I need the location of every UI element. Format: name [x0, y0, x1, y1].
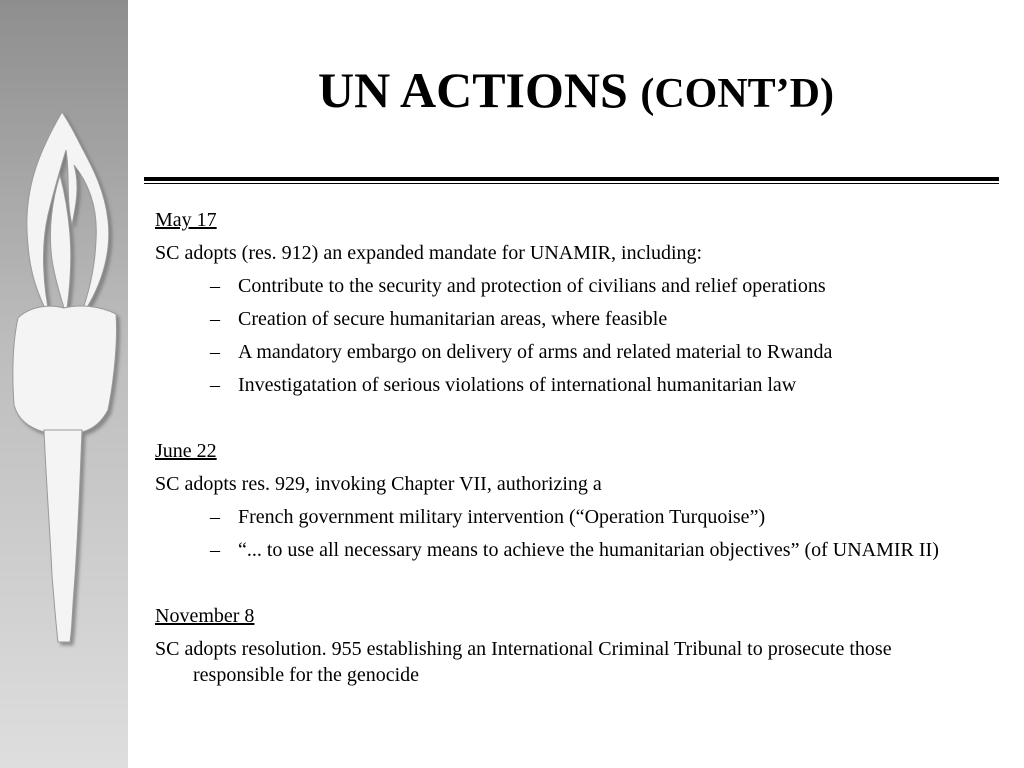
section-november-8: [155, 603, 985, 688]
title-divider-thick: [144, 177, 999, 181]
section-date: May 17: [155, 209, 217, 231]
bullet-text: Creation of secure humanitarian areas, where feasible: [238, 308, 668, 330]
bullet-dash: –: [210, 539, 220, 561]
list-item: [155, 306, 985, 332]
section-date: November 8: [155, 605, 255, 627]
section-text: SC adopts resolution. 955 establishing an International Criminal Tribunal to prosecute those responsible for the genocide: [155, 638, 892, 686]
bullet-text: “... to use all necessary means to achieve the humanitarian objectives” (of UNAMIR II): [238, 539, 939, 561]
page-title: [128, 60, 1024, 124]
bullet-list: [155, 504, 985, 563]
title-suffix: (CONT’D): [640, 71, 834, 117]
slide-body: [155, 207, 985, 695]
sidebar-decor: [0, 0, 128, 768]
section-june-22: [155, 438, 985, 563]
section-spacer: [155, 405, 985, 438]
title-divider-thin: [144, 183, 999, 184]
section-text: SC adopts res. 929, invoking Chapter VII, authorizing a: [155, 473, 602, 495]
list-item: [155, 273, 985, 299]
bullet-text: French government military intervention (“Operation Turquoise”): [238, 506, 766, 528]
bullet-text: Investigatation of serious violations of international humanitarian law: [238, 374, 797, 396]
list-item: [155, 339, 985, 365]
list-item: [155, 537, 985, 563]
section-may-17: [155, 207, 985, 398]
section-text: SC adopts (res. 912) an expanded mandate for UNAMIR, including:: [155, 242, 703, 264]
section-date: June 22: [155, 440, 217, 462]
bullet-text: A mandatory embargo on delivery of arms and related material to Rwanda: [238, 341, 833, 363]
title-main: UN ACTIONS: [318, 62, 628, 118]
bullet-dash: –: [210, 506, 220, 528]
bullet-text: Contribute to the security and protection of civilians and relief operations: [238, 275, 826, 297]
bullet-list: [155, 273, 985, 398]
list-item: [155, 372, 985, 398]
bullet-dash: –: [210, 275, 220, 297]
bullet-dash: –: [210, 341, 220, 363]
torch-icon: [0, 0, 128, 768]
bullet-dash: –: [210, 374, 220, 396]
section-spacer: [155, 570, 985, 603]
list-item: [155, 504, 985, 530]
bullet-dash: –: [210, 308, 220, 330]
